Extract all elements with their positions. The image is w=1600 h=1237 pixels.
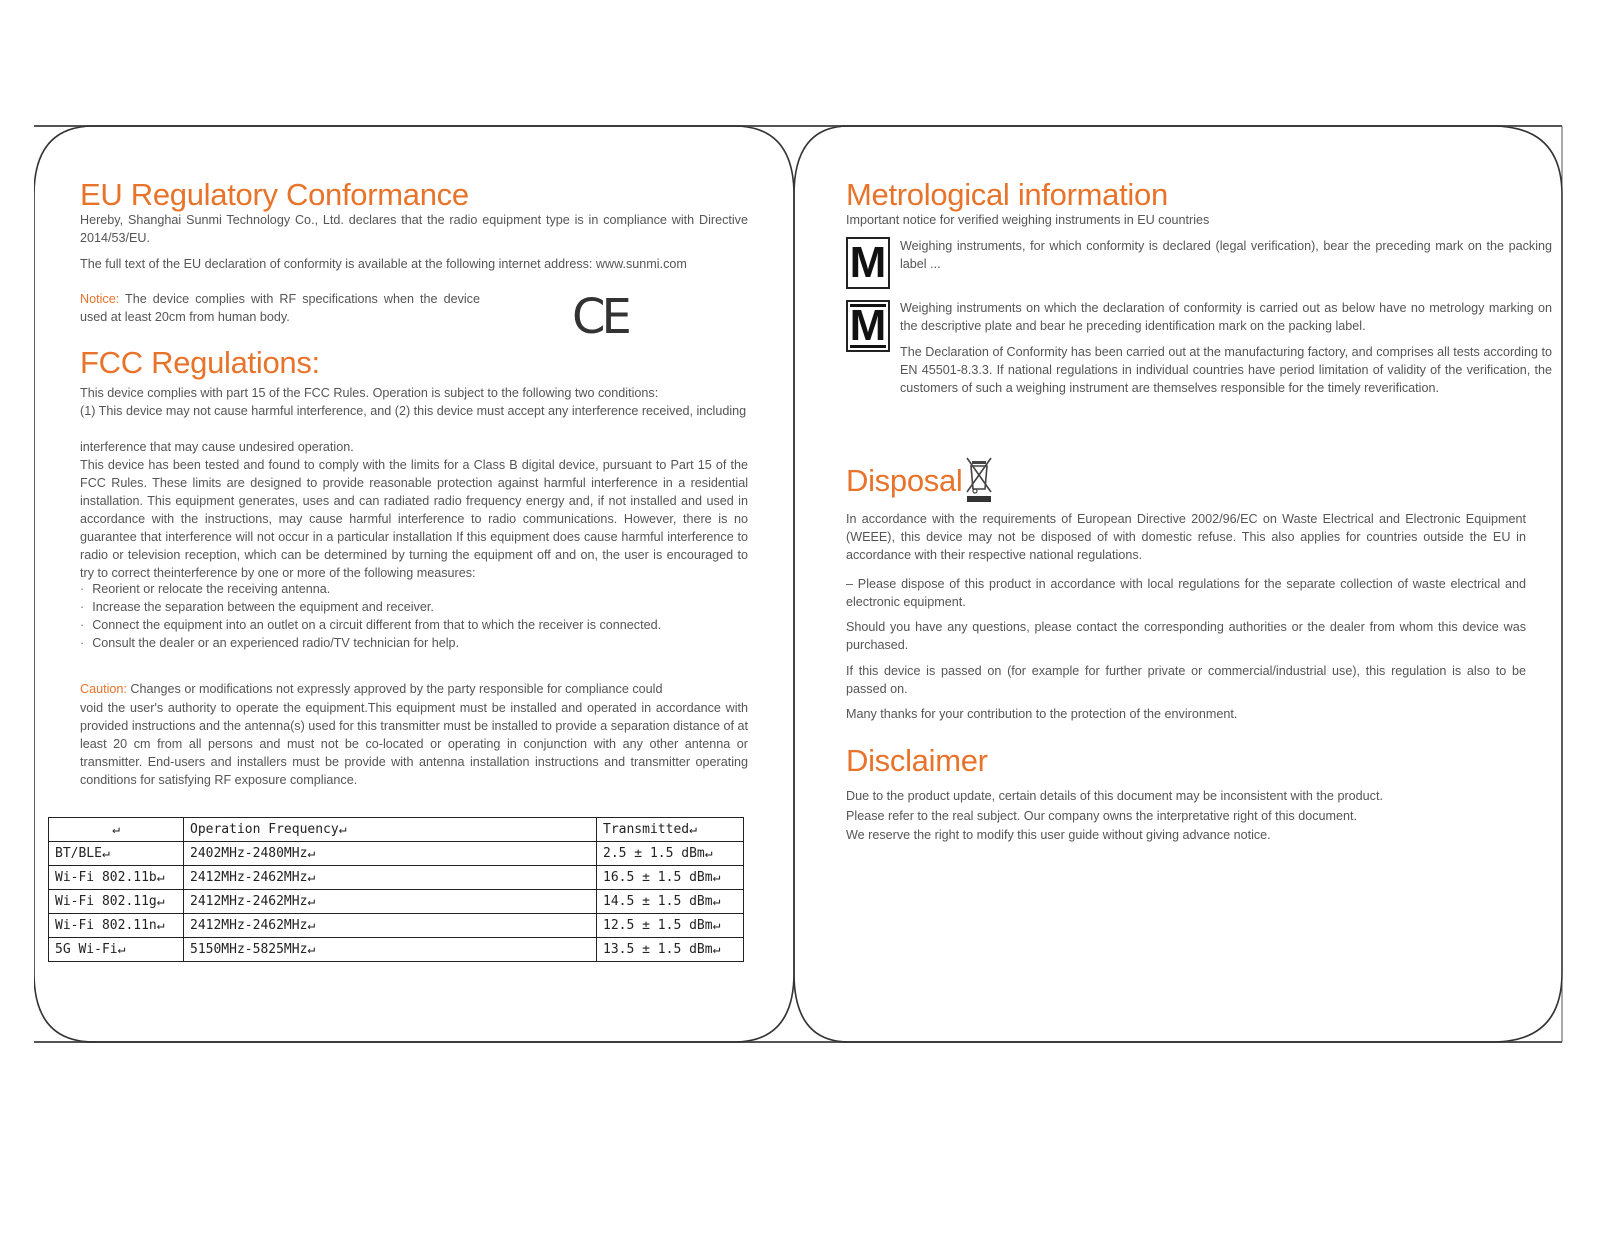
ce-mark: CE xyxy=(572,289,628,345)
fcc-bullet-2: · Increase the separation between the equipment and receiver. xyxy=(80,598,748,616)
table-cell: Wi-Fi 802.11g↵ xyxy=(49,890,184,914)
metrology-text-3: The Declaration of Conformity has been carried out at the manufacturing factory, and comprises all tests according to EN 45501-8.3.3. If national regulations in individual countries have period limitation of validity of the verification, the customers of such a weighing instrument are themselves responsible for the timely reverification. xyxy=(900,345,1552,395)
eu-para-2: The full text of the EU declaration of conformity is available at the following internet address: www.sunmi.com xyxy=(80,257,687,271)
table-cell: 14.5 ± 1.5 dBm↵ xyxy=(597,890,744,914)
disclaimer-line-3: We reserve the right to modify this user guide without giving advance notice. xyxy=(846,828,1271,842)
table-cell: 2.5 ± 1.5 dBm↵ xyxy=(597,842,744,866)
table-row xyxy=(49,938,744,962)
right-panel xyxy=(846,125,1552,1043)
table-cell: 2402MHz-2480MHz↵ xyxy=(184,842,597,866)
eu-para-1: Hereby, Shanghai Sunmi Technology Co., Ltd. declares that the radio equipment type is in compliance with Directive 2014/53/EU. xyxy=(80,213,748,245)
table-row xyxy=(49,890,744,914)
metrology-text-2: Weighing instruments on which the declaration of conformity is carried out as below have no metrology marking on the descriptive plate and bear he preceding identification mark on the packing label. xyxy=(900,301,1552,333)
table-cell: 16.5 ± 1.5 dBm↵ xyxy=(597,866,744,890)
eu-notice xyxy=(80,290,480,326)
fcc-para-3: interference that may cause undesired operation. xyxy=(80,440,354,454)
disposal-title: Disposal xyxy=(846,463,963,498)
crossed-bin-icon xyxy=(964,455,994,503)
notice-text: The device complies with RF specifications when the device used at least 20cm from human body. xyxy=(80,292,480,324)
disposal-para-2: – Please dispose of this product in accordance with local regulations for the separate collection of waste electrical and electronic equipment. xyxy=(846,577,1526,609)
eu-title: EU Regulatory Conformance xyxy=(80,177,469,212)
table-header-cell: Transmitted↵ xyxy=(597,818,744,842)
table-cell: 5150MHz-5825MHz↵ xyxy=(184,938,597,962)
fcc-bullet-3: · Connect the equipment into an outlet on a circuit different from that to which the receiver is connected. xyxy=(80,616,748,634)
table-cell: Wi-Fi 802.11b↵ xyxy=(49,866,184,890)
metrology-text-1: Weighing instruments, for which conformity is declared (legal verification), bear the preceding mark on the packing label ... xyxy=(900,239,1552,271)
fcc-bullet-4: · Consult the dealer or an experienced radio/TV technician for help. xyxy=(80,634,748,652)
m-mark-boxed-icon xyxy=(846,300,890,352)
fcc-title: FCC Regulations: xyxy=(80,345,320,380)
table-cell: 5G Wi-Fi↵ xyxy=(49,938,184,962)
disclaimer-line-1: Due to the product update, certain details of this document may be inconsistent with the product. xyxy=(846,789,1383,803)
m-mark-icon: M xyxy=(846,237,890,289)
table-header-cell: ↵ xyxy=(49,818,184,842)
caution-line xyxy=(80,680,748,698)
caution-label: Caution: xyxy=(80,682,127,696)
m-mark-boxed-letter: M xyxy=(849,301,887,350)
disposal-para-3: Should you have any questions, please contact the corresponding authorities or the dealer from whom this device was purchased. xyxy=(846,620,1526,652)
document-frame xyxy=(34,125,1564,1043)
caution-text: void the user's authority to operate the equipment.This equipment must be installed and operated in accordance with provided instructions and the antenna(s) used for this transmitter must be installed to provide a separation distance of at least 20 cm from all persons and must not be co-located or operating in conjunction with any other antenna or transmitter. End-users and installers must be provide with antenna installation instructions and transmitter operating conditions for satisfying RF exposure compliance. xyxy=(80,701,748,787)
table-cell: Wi-Fi 802.11n↵ xyxy=(49,914,184,938)
metrology-subtitle: Important notice for verified weighing instruments in EU countries xyxy=(846,213,1210,227)
metrology-title: Metrological information xyxy=(846,177,1168,212)
caution-line-1: Changes or modifications not expressly approved by the party responsible for compliance could xyxy=(126,682,663,696)
disclaimer-title: Disclaimer xyxy=(846,743,988,778)
fcc-bullet-1: · Reorient or relocate the receiving antenna. xyxy=(80,580,748,598)
disposal-para-1: In accordance with the requirements of European Directive 2002/96/EC on Waste Electrical and Electronic Equipment (WEEE), this device may not be disposed of with domestic refuse. This also applies for countries outside the EU in accordance with their respective national regulations. xyxy=(846,512,1526,562)
left-panel xyxy=(55,125,796,1043)
table-cell: 13.5 ± 1.5 dBm↵ xyxy=(597,938,744,962)
disposal-para-4: If this device is passed on (for example for further private or commercial/industrial use), this regulation is also to be passed on. xyxy=(846,664,1526,696)
table-row xyxy=(49,866,744,890)
table-cell: BT/BLE↵ xyxy=(49,842,184,866)
table-cell: 12.5 ± 1.5 dBm↵ xyxy=(597,914,744,938)
disposal-para-5: Many thanks for your contribution to the protection of the environment. xyxy=(846,707,1238,721)
fcc-para-1: This device complies with part 15 of the FCC Rules. Operation is subject to the following two conditions: xyxy=(80,386,659,400)
fcc-para-4: This device has been tested and found to comply with the limits for a Class B digital device, pursuant to Part 15 of the FCC Rules. These limits are designed to provide reasonable protection against harmful interference in a residential installation. This equipment generates, uses and can radiated radio frequency energy and, if not installed and used in accordance with the instructions, may cause harmful interference to radio communications. However, there is no guarantee that interference will not occur in a particular installation If this equipment does cause harmful interference to radio or television reception, which can be determined by turning the equipment off and on, the user is encouraged to try to correct theinterference by one or more of the following measures: xyxy=(80,458,748,580)
table-row xyxy=(49,914,744,938)
spec-table xyxy=(48,817,744,962)
notice-label: Notice: xyxy=(80,292,120,306)
fcc-para-2: (1) This device may not cause harmful interference, and (2) this device must accept any interference received, including xyxy=(80,404,747,418)
table-cell: 2412MHz-2462MHz↵ xyxy=(184,866,597,890)
table-cell: 2412MHz-2462MHz↵ xyxy=(184,890,597,914)
disclaimer-line-2: Please refer to the real subject. Our company owns the interpretative right of this document. xyxy=(846,809,1358,823)
table-header-cell: Operation Frequency↵ xyxy=(184,818,597,842)
table-header-row xyxy=(49,818,744,842)
table-row xyxy=(49,842,744,866)
table-cell: 2412MHz-2462MHz↵ xyxy=(184,914,597,938)
